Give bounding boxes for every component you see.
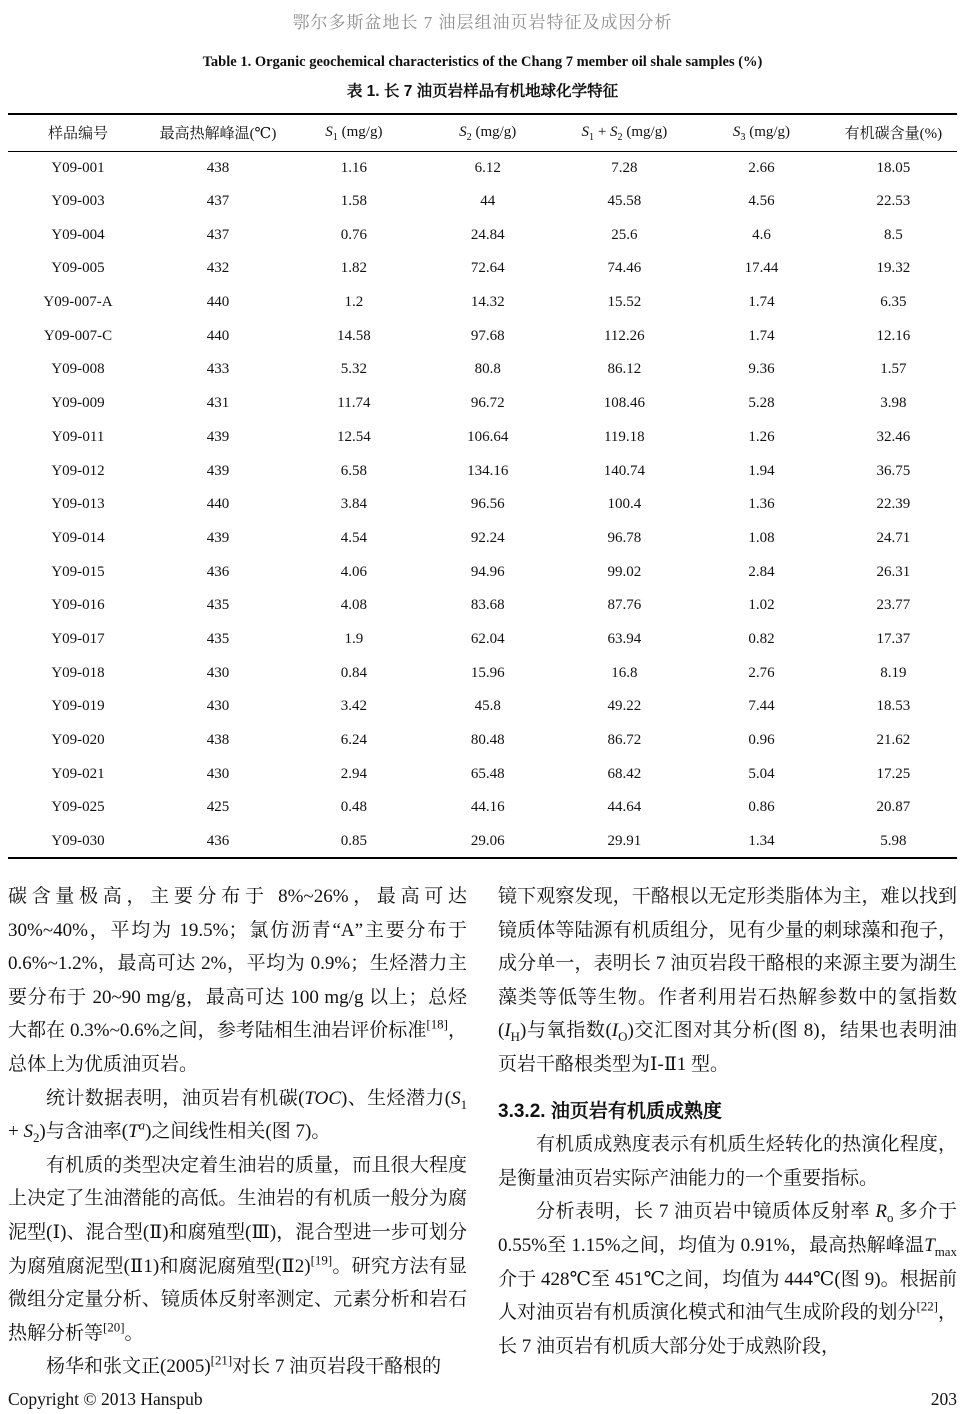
table-cell: 1.82 [340, 260, 368, 277]
copyright-notice: Copyright © 2013 Hanspub [8, 1389, 203, 1409]
table-cell: Y09-018 [51, 664, 105, 681]
table-cell: 433 [206, 361, 230, 378]
table-cell: 17.44 [744, 260, 779, 277]
table-cell: 1.08 [748, 529, 775, 546]
table-cell: Y09-003 [51, 193, 105, 210]
table-cell: 430 [206, 664, 230, 681]
table-cell: 14.32 [470, 294, 505, 311]
table-cell: 0.86 [748, 799, 775, 816]
table-cell: 15.96 [470, 664, 505, 681]
table-cell: 439 [206, 529, 230, 546]
table-row [8, 690, 957, 724]
table-cell: 440 [206, 327, 230, 344]
table-cell: 96.78 [607, 529, 642, 546]
paragraph: 镜下观察发现，干酪根以无定形类脂体为主，难以找到镜质体等陆源有机质组分，见有少量的刺球藻和孢子，成分单一，表明长 7 油页岩段干酪根的来源主要为湖生藻类等低等生物。作者利用岩石热解参数中的氢指数$(I_H)$与氧指数$(I_O)$交汇图对其分析(图 8)，结果也表明油页岩干酪根类型为Ⅰ-Ⅱ1 型。 [498, 886, 958, 1075]
table-cell: 6.35 [880, 294, 907, 311]
column-header: 样品编号 [8, 114, 148, 151]
table-title-block [0, 54, 965, 101]
table-cell: 14.58 [337, 327, 371, 344]
table-cell: 430 [206, 765, 230, 782]
table-cell: 25.6 [611, 226, 638, 243]
table-row [8, 522, 957, 556]
table-cell: 4.56 [748, 193, 775, 210]
table-cell: 7.44 [748, 698, 775, 715]
table-cell: 74.46 [607, 260, 642, 277]
table-cell: 86.72 [607, 732, 642, 749]
data-table [8, 113, 957, 859]
table-cell: 1.34 [748, 832, 775, 849]
table-cell: 1.74 [748, 327, 775, 344]
table-cell: 0.85 [340, 832, 368, 849]
table-cell: 44.64 [607, 799, 642, 816]
table-title-chinese: 表 1. 长 7 油页岩样品有机地球化学特征 [346, 83, 619, 100]
table-cell: 11.74 [337, 395, 371, 412]
table-cell: 440 [206, 496, 230, 513]
table-cell: 49.22 [607, 698, 642, 715]
paragraph: 统计数据表明，油页岩有机碳(TOC)、生烃潜力$(S_1 + S_2)$与含油率$(T^a)$之间线性相关(图 7)。 [8, 1087, 468, 1145]
body-text [8, 880, 957, 1384]
table-cell: 1.2 [344, 294, 364, 311]
table-cell: Y09-004 [51, 226, 105, 243]
table-cell: 1.26 [748, 428, 775, 445]
table-cell: 18.05 [876, 159, 911, 176]
table-cell: 108.46 [603, 395, 645, 412]
table-cell: 68.42 [607, 765, 642, 782]
table-cell: 1.36 [748, 496, 775, 513]
table-cell: 8.19 [880, 664, 907, 681]
table-cell: Y09-019 [51, 698, 105, 715]
table-row [8, 286, 957, 320]
table-cell: 438 [206, 159, 230, 176]
table-cell: 425 [206, 799, 230, 816]
text-column-right [498, 880, 957, 1384]
table-cell: 3.98 [880, 395, 907, 412]
table-body [8, 151, 957, 858]
table-cell: 17.25 [876, 765, 911, 782]
table-cell: 5.32 [340, 361, 368, 378]
table-cell: 12.16 [876, 327, 911, 344]
table-cell: 99.02 [607, 563, 642, 580]
paragraph: 有机质的类型决定着生油岩的质量，而且很大程度上决定了生油潜能的高低。生油岩的有机质一般分为腐泥型(Ⅰ)、混合型(Ⅱ)和腐殖型(Ⅲ)，混合型进一步可划分为腐殖腐泥型(Ⅱ1)和腐泥腐殖型(Ⅱ2)[19]。研究方法有显微组分定量分析、镜质体反射率测定、元素分析和岩石热解分析等[20]。 [8, 1154, 467, 1344]
table-cell: 6.12 [474, 159, 501, 176]
table-cell: Y09-011 [51, 428, 105, 445]
table-cell: 26.31 [876, 563, 911, 580]
table-cell: 1.9 [344, 630, 364, 647]
table-cell: 3.42 [340, 698, 368, 715]
table-cell: 1.16 [340, 159, 368, 176]
table-cell: 8.5 [884, 226, 903, 243]
table-cell: 430 [206, 698, 230, 715]
table-row [8, 353, 957, 387]
table-cell: 97.68 [470, 327, 505, 344]
table-cell: 96.56 [470, 496, 505, 513]
table-cell: 140.74 [603, 462, 645, 479]
table-cell: 4.08 [340, 597, 368, 614]
table-row [8, 185, 957, 219]
table-row [8, 488, 957, 522]
table-row [8, 623, 957, 657]
table-row [8, 724, 957, 758]
table-cell: 22.39 [876, 496, 911, 513]
table-cell: 436 [206, 832, 230, 849]
table-row [8, 791, 957, 825]
table-cell: 2.84 [748, 563, 775, 580]
table-cell: 440 [206, 294, 230, 311]
table-cell: 44.16 [470, 799, 505, 816]
table-cell: 87.76 [607, 597, 642, 614]
table-cell: 1.74 [748, 294, 775, 311]
table-cell: 6.24 [340, 732, 368, 749]
table-cell: 16.8 [611, 664, 638, 681]
table-cell: 24.84 [470, 226, 505, 243]
table-cell: 2.66 [748, 159, 775, 176]
table-row [8, 757, 957, 791]
table-cell: 62.04 [470, 630, 505, 647]
table-cell: 21.62 [876, 732, 911, 749]
table-cell: 92.24 [470, 529, 505, 546]
table-row [8, 421, 957, 455]
table-cell: 439 [206, 462, 230, 479]
table-cell: 45.8 [474, 698, 501, 715]
table-cell: 438 [206, 732, 230, 749]
table-cell: 80.48 [470, 732, 505, 749]
table-cell: 12.54 [337, 428, 371, 445]
table-cell: 1.57 [880, 361, 907, 378]
table-cell: 17.37 [876, 630, 911, 647]
table-cell: 23.77 [876, 597, 911, 614]
table-cell: 6.58 [340, 462, 368, 479]
table-cell: 4.06 [340, 563, 368, 580]
table-row [8, 454, 957, 488]
table-cell: Y09-007-C [43, 327, 113, 344]
table-cell: 2.94 [340, 765, 368, 782]
column-header: $S_3$ (mg/g) [693, 114, 830, 151]
table-cell: 83.68 [470, 597, 505, 614]
text-column-left [8, 880, 467, 1384]
table-cell: Y09-021 [51, 765, 105, 782]
table-cell: Y09-016 [51, 597, 105, 614]
paragraph: 杨华和张文正(2005)[21]对长 7 油页岩段干酪根的 [46, 1352, 442, 1378]
table-cell: 5.28 [748, 395, 775, 412]
table-cell: 5.98 [880, 832, 907, 849]
table-cell: 63.94 [607, 630, 642, 647]
column-header: $S_1$ (mg/g) [288, 114, 420, 151]
table-cell: 18.53 [876, 698, 911, 715]
table-cell: Y09-001 [51, 159, 105, 176]
table-cell: Y09-009 [51, 395, 105, 412]
paragraph: 有机质成熟度表示有机质生烃转化的热演化程度，是衡量油页岩实际产油能力的一个重要指标。 [498, 1134, 957, 1189]
column-header: $S_2$ (mg/g) [420, 114, 556, 151]
table-cell: Y09-030 [51, 832, 105, 849]
table-cell: 1.02 [748, 597, 775, 614]
table-cell: Y09-025 [51, 799, 105, 816]
table-cell: 32.46 [876, 428, 911, 445]
table-cell: 2.76 [748, 664, 775, 681]
table-cell: 44 [480, 193, 496, 210]
table-cell: Y09-005 [51, 260, 105, 277]
table-cell: 19.32 [876, 260, 911, 277]
table-cell: 0.76 [340, 226, 368, 243]
table-cell: 65.48 [470, 765, 505, 782]
table-cell: 431 [206, 395, 230, 412]
table-cell: 435 [206, 630, 230, 647]
table-cell: 436 [206, 563, 230, 580]
table-row [8, 387, 957, 421]
table-cell: 24.71 [876, 529, 911, 546]
table-cell: Y09-015 [51, 563, 105, 580]
table-cell: 4.54 [340, 529, 368, 546]
table-cell: 439 [206, 428, 230, 445]
table-cell: 94.96 [470, 563, 505, 580]
table-cell: 119.18 [603, 428, 645, 445]
column-header: 有机碳含量(%) [830, 114, 957, 151]
paragraph: 碳含量极高，主要分布于 8%~26%，最高可达 30%~40%，平均为 19.5%；氯仿沥青“A”主要分布于 0.6%~1.2%，最高可达 2%，平均为 0.9%；生烃潜力主要分布于 20~90 mg/g，最高可达 100 mg/g 以上；总烃大都在 0.3%~0.6%之间，参考陆相生油岩评价标准[18]，总体上为优质油页岩。 [8, 886, 467, 1075]
table-cell: Y09-020 [51, 732, 105, 749]
table-cell: Y09-013 [51, 496, 105, 513]
table-cell: 106.64 [467, 428, 509, 445]
table-cell: 29.06 [470, 832, 505, 849]
table-cell: Y09-012 [51, 462, 105, 479]
table-cell: 0.82 [748, 630, 775, 647]
table-row [8, 555, 957, 589]
table-cell: Y09-008 [51, 361, 105, 378]
table-cell: 134.16 [467, 462, 509, 479]
table-cell: 5.04 [748, 765, 775, 782]
table-row [8, 151, 957, 185]
table-cell: 36.75 [876, 462, 911, 479]
running-head: 鄂尔多斯盆地长 7 油层组油页岩特征及成因分析 [292, 13, 673, 32]
column-header: 最高热解峰温(℃) [148, 114, 288, 151]
table-cell: 0.96 [748, 732, 775, 749]
table-cell: 100.4 [607, 496, 642, 513]
table-title-english: Table 1. Organic geochemical characteristics of the Chang 7 member oil shale samples (%) [202, 54, 763, 70]
table-cell: 15.52 [607, 294, 642, 311]
table-cell: 7.28 [611, 159, 638, 176]
page-number: 203 [930, 1389, 957, 1409]
table-cell: 435 [206, 597, 230, 614]
table-row [8, 252, 957, 286]
table-cell: 9.36 [748, 361, 775, 378]
table-cell: 1.94 [748, 462, 775, 479]
table-cell: 80.8 [474, 361, 501, 378]
table-cell: 4.6 [752, 226, 771, 243]
table-cell: 0.84 [340, 664, 368, 681]
paragraph: 分析表明，长 7 油页岩中镜质体反射率 $R_o$ 多介于 0.55%至 1.15%之间，均值为 0.91%，最高热解峰温$T_{max}$ 介于 428℃至 451℃之间，均值为 444℃(图 9)。根据前人对油页岩有机质演化模式和油气生成阶段的划分[22]，长 7 油页岩有机质大部分处于成熟阶段， [498, 1201, 957, 1357]
table-cell: Y09-007-A [43, 294, 113, 311]
table-cell: 96.72 [470, 395, 505, 412]
table-cell: Y09-017 [51, 630, 105, 647]
table-cell: 1.58 [340, 193, 368, 210]
table-row [8, 319, 957, 353]
table-row [8, 218, 957, 252]
table-row [8, 825, 957, 859]
table-cell: 3.84 [340, 496, 368, 513]
column-header: $S_1 + S_2$ (mg/g) [556, 114, 694, 151]
table-cell: Y09-014 [51, 529, 105, 546]
page-footer [8, 1389, 957, 1410]
table-header-row [8, 114, 957, 151]
table-cell: 72.64 [470, 260, 505, 277]
table-cell: 0.48 [340, 799, 368, 816]
section-heading: 3.3.2. 油页岩有机质成熟度 [498, 1100, 722, 1122]
table-cell: 22.53 [876, 193, 911, 210]
table-cell: 437 [206, 193, 230, 210]
table-cell: 437 [206, 226, 230, 243]
table-cell: 29.91 [607, 832, 642, 849]
table-cell: 112.26 [603, 327, 645, 344]
table-row [8, 589, 957, 623]
table-header-row [8, 114, 957, 151]
table-row [8, 656, 957, 690]
table-cell: 86.12 [607, 361, 642, 378]
table-cell: 45.58 [607, 193, 642, 210]
table-cell: 20.87 [876, 799, 911, 816]
table-cell: 432 [206, 260, 230, 277]
